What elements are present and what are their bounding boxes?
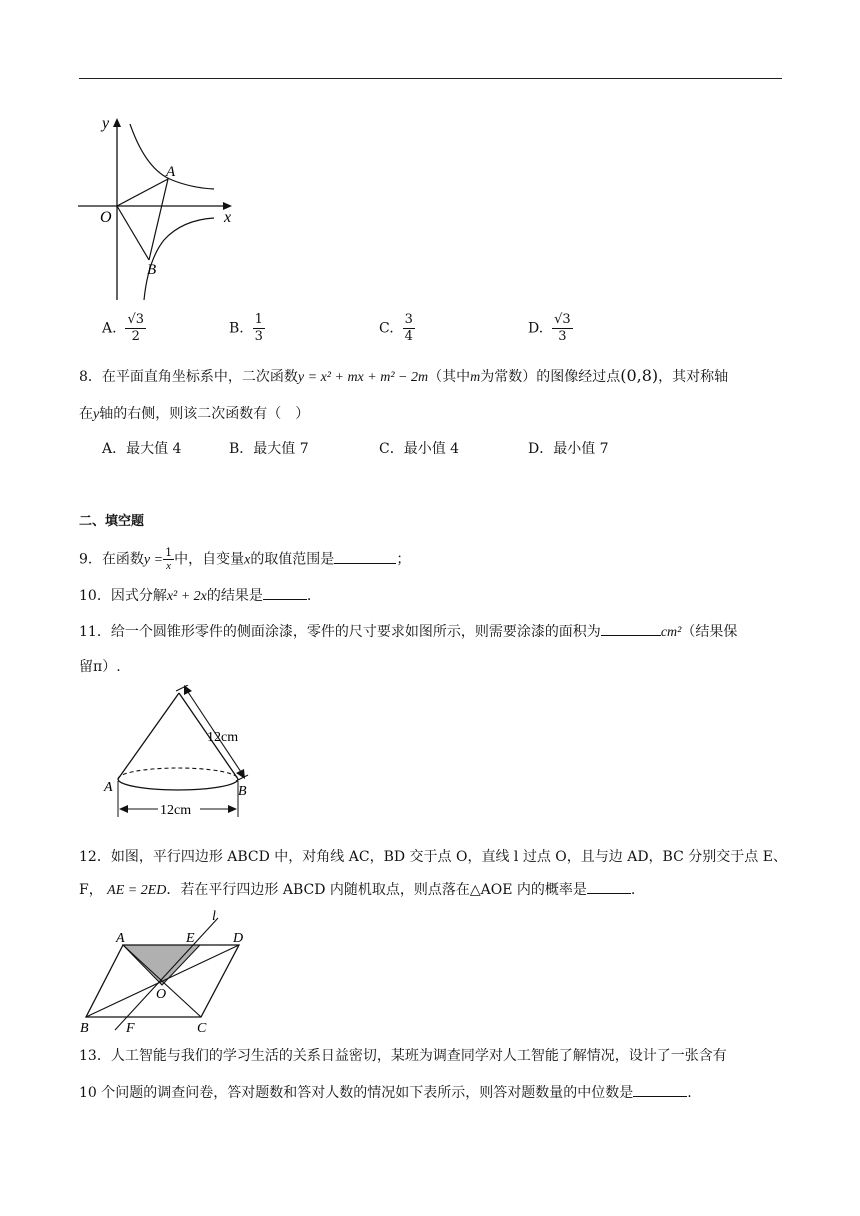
q7-option-d: D. $\frac{√3}{3}$	[528, 312, 571, 344]
label-o: O	[156, 987, 167, 1002]
q7-option-c: C. $\frac{3}{4}$	[379, 312, 413, 344]
q13-line1: 13．人工智能与我们的学习生活的关系日益密切，某班为调查同学对人工智能了解情况，设计了一张含有	[79, 1048, 727, 1064]
base-label: 12cm	[160, 803, 192, 818]
cone-left-side	[118, 693, 179, 779]
cone-base-back	[118, 768, 238, 779]
q10: 10．因式分解x² + 2x的结果是 .	[79, 585, 311, 607]
label-a: A	[116, 931, 125, 946]
label-y: y	[102, 115, 110, 132]
q7-option-b: B. $\frac{1}{3}$	[229, 312, 263, 344]
cone-figure	[100, 685, 260, 820]
q12-line2: F， AE = 2ED．若在平行四边形 ABCD 内随机取点，则点落在△AOE 内的概率是 .	[79, 879, 635, 901]
label-a: A	[166, 164, 176, 180]
label-b: B	[238, 784, 247, 799]
q12-answer-blank[interactable]	[587, 879, 631, 894]
segment-oa	[117, 179, 168, 206]
label-e: E	[186, 931, 195, 946]
q7-figure	[74, 110, 244, 306]
label-a: A	[104, 780, 113, 795]
label-o: O	[100, 209, 112, 226]
q8-option-b: B．最大值 7	[229, 441, 309, 457]
y-axis-arrow	[113, 118, 121, 127]
q8-option-a: A．最大值 4	[102, 441, 182, 457]
parallelogram-figure	[76, 908, 256, 1036]
q11-line2: 留π）.	[79, 659, 121, 675]
label-d: D	[233, 931, 244, 946]
slant-label: 12cm	[207, 730, 239, 745]
q8-line1: 8．在平面直角坐标系中，二次函数y = x² + mx + m² − 2m（其中m为常数）的图像经过点(0,8)，其对称轴	[79, 366, 729, 385]
q12-line1: 12．如图，平行四边形 ABCD 中，对角线 AC，BD 交于点 O，直线 l 过点 O，且与边 AD，BC 分别交于点 E、	[79, 849, 787, 865]
header-rule	[79, 78, 782, 79]
q10-answer-blank[interactable]	[263, 585, 307, 600]
section-title: 二、填空题	[79, 514, 145, 529]
label-l: l	[212, 909, 216, 924]
cone-base-front	[118, 779, 238, 790]
q8-line2: 在y轴的右侧，则该二次函数有（ ）	[79, 406, 310, 422]
q9: 9．在函数y = $\frac{1}{x}$ 中，自变量x的取值范围是 ；	[79, 546, 411, 572]
label-x: x	[224, 209, 232, 226]
q8-option-c: C．最小值 4	[379, 441, 460, 457]
q13-answer-blank[interactable]	[633, 1082, 687, 1097]
segment-ob	[117, 206, 149, 260]
q11-answer-blank[interactable]	[601, 621, 661, 636]
q7-option-a: A. $\frac{√3}{2}$	[102, 312, 145, 344]
q9-answer-blank[interactable]	[334, 549, 396, 564]
slant-arrow-top	[184, 685, 192, 695]
q13-line2: 10 个问题的调查问卷，答对题数和答对人数的情况如下表所示，则答对题数量的中位数是 .	[79, 1082, 692, 1103]
label-b: B	[147, 262, 157, 278]
q11-line1: 11．给一个圆锥形零件的侧面涂漆，零件的尺寸要求如图所示，则需要涂漆的面积为 cm²（结果保	[79, 621, 737, 643]
base-arrow-left	[119, 805, 128, 813]
hyperbola-lower	[144, 218, 214, 300]
base-arrow-right	[228, 805, 237, 813]
label-c: C	[197, 1021, 207, 1036]
label-b: B	[80, 1021, 89, 1036]
q8-option-d: D．最小值 7	[528, 441, 609, 457]
label-f: F	[126, 1021, 135, 1036]
